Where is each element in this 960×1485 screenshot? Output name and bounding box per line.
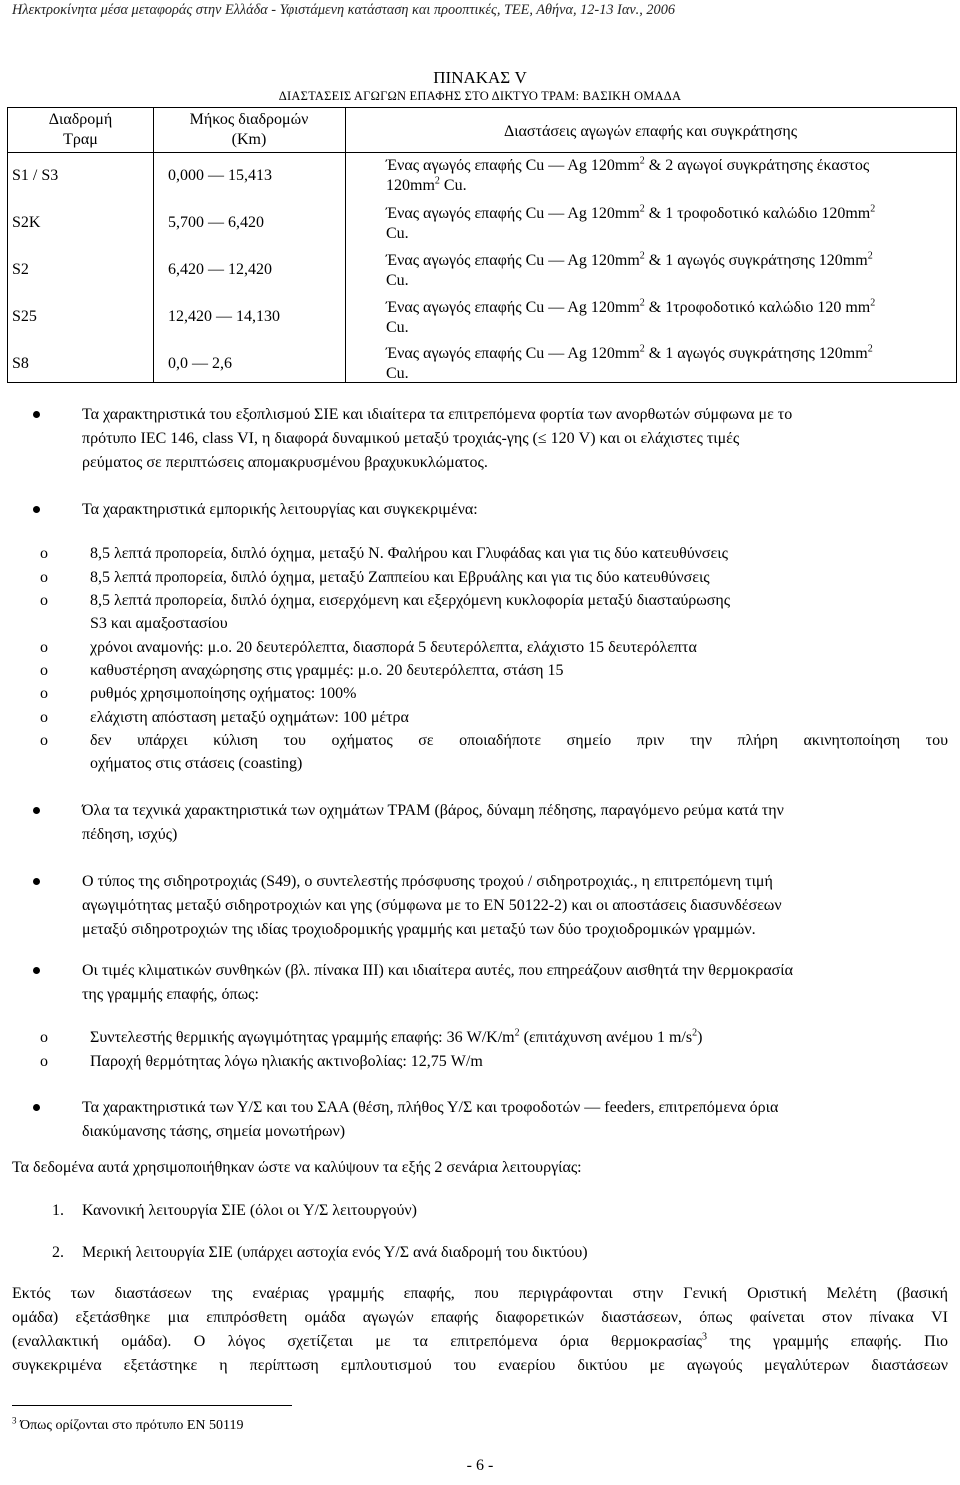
sub-marker: o xyxy=(40,732,48,749)
footnote: $^3$ Όπως ορίζονται στο πρότυπο EN 50119 xyxy=(12,1415,244,1433)
row-length: 0,000 — 15,413 xyxy=(168,167,272,184)
row-description: Ένας αγωγός επαφής Cu — Ag $120mm^2$ & 1 αγωγός συγκράτησης $120mm^2$ Cu. xyxy=(386,250,873,289)
sub-item: δεν υπάρχει κύλιση του οχήματος σε οποιαδήποτε σημείο πριν την πλήρη ακινητοποίηση του xyxy=(90,732,948,749)
bullet-paragraph: Όλα τα τεχνικά χαρακτηριστικά των οχημάτων ΤΡΑΜ (βάρος, δύναμη πέδησης, παραγόμενο ρεύμα κατά την πέδηση, ισχύς) xyxy=(82,802,784,843)
row-length: 6,420 — 12,420 xyxy=(168,261,272,278)
bullet-paragraph: Οι τιμές κλιματικών συνθηκών (βλ. πίνακα ΙΙΙ) και ιδιαίτερα αυτές, που επηρεάζουν αισθητά την θερμοκρασία της γραμμής επαφής, όπως: xyxy=(82,962,793,1003)
sub-item: χρόνοι αναμονής: μ.ο. 20 δευτερόλεπτα, διασπορά 5 δευτερόλεπτα, ελάχιστο 15 δευτερόλεπτα xyxy=(90,639,697,656)
sub-marker: o xyxy=(40,592,48,609)
row-description: Ένας αγωγός επαφής Cu — Ag $120mm^2$ & 1τροφοδοτικό καλώδιο 120 $mm^2$ Cu. xyxy=(386,297,876,336)
scenario-number: 1. xyxy=(52,1202,64,1219)
row-description: Ένας αγωγός επαφής Cu — Ag $120mm^2$ & 1 αγωγός συγκράτησης $120mm^2$ Cu. xyxy=(386,343,873,382)
header-route: Διαδρομή Τραμ xyxy=(48,111,113,148)
scenario-text: Κανονική λειτουργία ΣΙΕ (όλοι οι Υ/Σ λειτουργούν) xyxy=(82,1202,417,1219)
sub-item: καθυστέρηση αναχώρησης στις γραμμές: μ.ο. 20 δευτερόλεπτα, στάση 15 xyxy=(90,662,564,679)
row-description: Ένας αγωγός επαφής Cu — Ag $120mm^2$ & 1 τροφοδοτικό καλώδιο $120mm^2$ Cu. xyxy=(386,203,876,242)
row-route: S1 / S3 xyxy=(12,167,59,184)
bullet-dot xyxy=(33,878,40,885)
bullet-paragraph: Τα χαρακτηριστικά εμπορικής λειτουργίας και συγκεκριμένα: xyxy=(82,501,478,518)
sub-item: 8,5 λεπτά προπορεία, διπλό όχημα, μεταξύ Ζαππείου και Εβρυάλης και για τις δύο κατευθύνσεις xyxy=(90,569,710,586)
bullet-dot xyxy=(33,1104,40,1111)
row-route: S8 xyxy=(12,355,29,372)
header-length: Μήκος διαδρομών (Km) xyxy=(189,111,309,148)
row-route: S2K xyxy=(12,214,41,231)
scenario-number: 2. xyxy=(52,1244,64,1261)
page-number: - 6 - xyxy=(466,1457,494,1474)
sub-marker: o xyxy=(40,685,48,702)
table-divider xyxy=(345,108,346,382)
sub-item: Συντελεστής θερμικής αγωγιμότητας γραμμής επαφής: 36 $W/K/m^2$ (επιτάχυνση ανέμου 1 $m/s^2$) xyxy=(90,1027,703,1046)
row-route: S25 xyxy=(12,308,37,325)
sub-item: Παροχή θερμότητας λόγω ηλιακής ακτινοβολίας: 12,75 W/m xyxy=(90,1053,483,1070)
bullet-dot xyxy=(33,967,40,974)
sub-item: ελάχιστη απόσταση μεταξύ οχημάτων: 100 μέτρα xyxy=(90,709,409,726)
table-title: ΠΙΝΑΚΑΣ V xyxy=(433,68,527,87)
row-description: Ένας αγωγός επαφής Cu — Ag $120mm^2$ & 2 αγωγοί συγκράτησης έκαστος $120mm^2$ Cu. xyxy=(386,155,870,194)
sub-item: S3 και αμαξοστασίου xyxy=(90,615,228,632)
closing-paragraph: Εκτός των διαστάσεων της εναέριας γραμμής επαφής, που περιγράφονται στην Γενική Οριστική Μελέτη (βασική ομάδα) εξετάσθηκε μια επιπρόσθετη ομάδα αγωγών επαφής διαφορετικών διαστάσεων, όπως φαίνεται στον πίνακα VI (εναλλακτική ομάδα). Ο λόγος σχετίζεται με τα επιτρεπόμενα όρια θερμοκρασίας$^3$ της γραμμής επαφής. Πιο συγκεκριμένα εξετάστηκε η περίπτωση εμπλουτισμού του εναερίου δικτύου με αγωγούς μεγαλύτερων διαστάσεων xyxy=(12,1285,949,1374)
conductor-table xyxy=(7,107,957,383)
sub-marker: o xyxy=(40,662,48,679)
scenario-intro: Τα δεδομένα αυτά χρησιμοποιήθηκαν ώστε να καλύψουν τα εξής 2 σενάρια λειτουργίας: xyxy=(12,1159,582,1176)
bullet-dot xyxy=(33,411,40,418)
table-divider xyxy=(8,152,956,153)
sub-marker: o xyxy=(40,709,48,726)
scenario-text: Μερική λειτουργία ΣΙΕ (υπάρχει αστοχία ενός Υ/Σ ανά διαδρομή του δικτύου) xyxy=(82,1244,588,1261)
row-length: 0,0 — 2,6 xyxy=(168,355,232,372)
sub-item: 8,5 λεπτά προπορεία, διπλό όχημα, εισερχόμενη και εξερχόμενη κυκλοφορία μεταξύ διασταύρωσης xyxy=(90,592,731,609)
bullet-paragraph: Τα χαρακτηριστικά του εξοπλισμού ΣΙΕ και ιδιαίτερα τα επιτρεπόμενα φορτία των ανορθωτών σύμφωνα με το πρότυπο IEC 146, class VI, η διαφορά δυναμικού μεταξύ τροχιάς-γης (≤ 120 V) και οι ελάχιστες τιμές ρεύματος σε περιπτώσεις απομακρυσμένου βραχυκυκλώματος. xyxy=(82,406,793,471)
sub-item: 8,5 λεπτά προπορεία, διπλό όχημα, μεταξύ Ν. Φαλήρου και Γλυφάδας και για τις δύο κατευθύνσεις xyxy=(90,545,728,562)
sub-marker: o xyxy=(40,639,48,656)
sub-item: ρυθμός χρησιμοποίησης οχήματος: 100% xyxy=(90,685,357,702)
bullet-paragraph: Τα χαρακτηριστικά των Υ/Σ και του ΣΑΑ (θέση, πλήθος Υ/Σ και τροφοδοτών — feeders, επιτρεπόμενα όρια διακύμανσης τάσης, σημεία μονωτήρων) xyxy=(82,1099,779,1140)
bullet-dot xyxy=(33,807,40,814)
row-route: S2 xyxy=(12,261,29,278)
row-length: 5,700 — 6,420 xyxy=(168,214,264,231)
footnote-rule xyxy=(12,1405,292,1406)
sub-marker: o xyxy=(40,1029,48,1046)
running-header: Ηλεκτροκίνητα μέσα μεταφοράς στην Ελλάδα - Υφιστάμενη κατάσταση και προοπτικές, ΤΕΕ, Αθήνα, 12-13 Ιαν., 2006 xyxy=(12,2,675,18)
sub-marker: o xyxy=(40,1053,48,1070)
sub-marker: o xyxy=(40,545,48,562)
bullet-paragraph: Ο τύπος της σιδηροτροχιάς (S49), ο συντελεστής πρόσφυσης τροχού / σιδηροτροχιάς., η επιτρεπόμενη τιμή αγωγιμότητας μεταξύ σιδηροτροχιών και γης (σύμφωνα με το EN 50122-2) και οι αποστάσεις διασυνδέσεων μεταξύ σιδηροτροχιών της ιδίας τροχιοδρομικής γραμμής και μεταξύ των δύο τροχιοδρομικών γραμμών. xyxy=(82,873,782,938)
row-length: 12,420 — 14,130 xyxy=(168,308,280,325)
table-subtitle: ΔΙΑΣΤΑΣΕΙΣ ΑΓΩΓΩΝ ΕΠΑΦΗΣ ΣΤΟ ΔΙΚΤΥΟ ΤΡΑΜ: ΒΑΣΙΚΗ ΟΜΑΔΑ xyxy=(278,89,682,103)
bullet-dot xyxy=(33,506,40,513)
sub-marker: o xyxy=(40,569,48,586)
sub-item: οχήματος στις στάσεις (coasting) xyxy=(90,755,303,772)
header-dimensions: Διαστάσεις αγωγών επαφής και συγκράτησης xyxy=(503,123,798,140)
